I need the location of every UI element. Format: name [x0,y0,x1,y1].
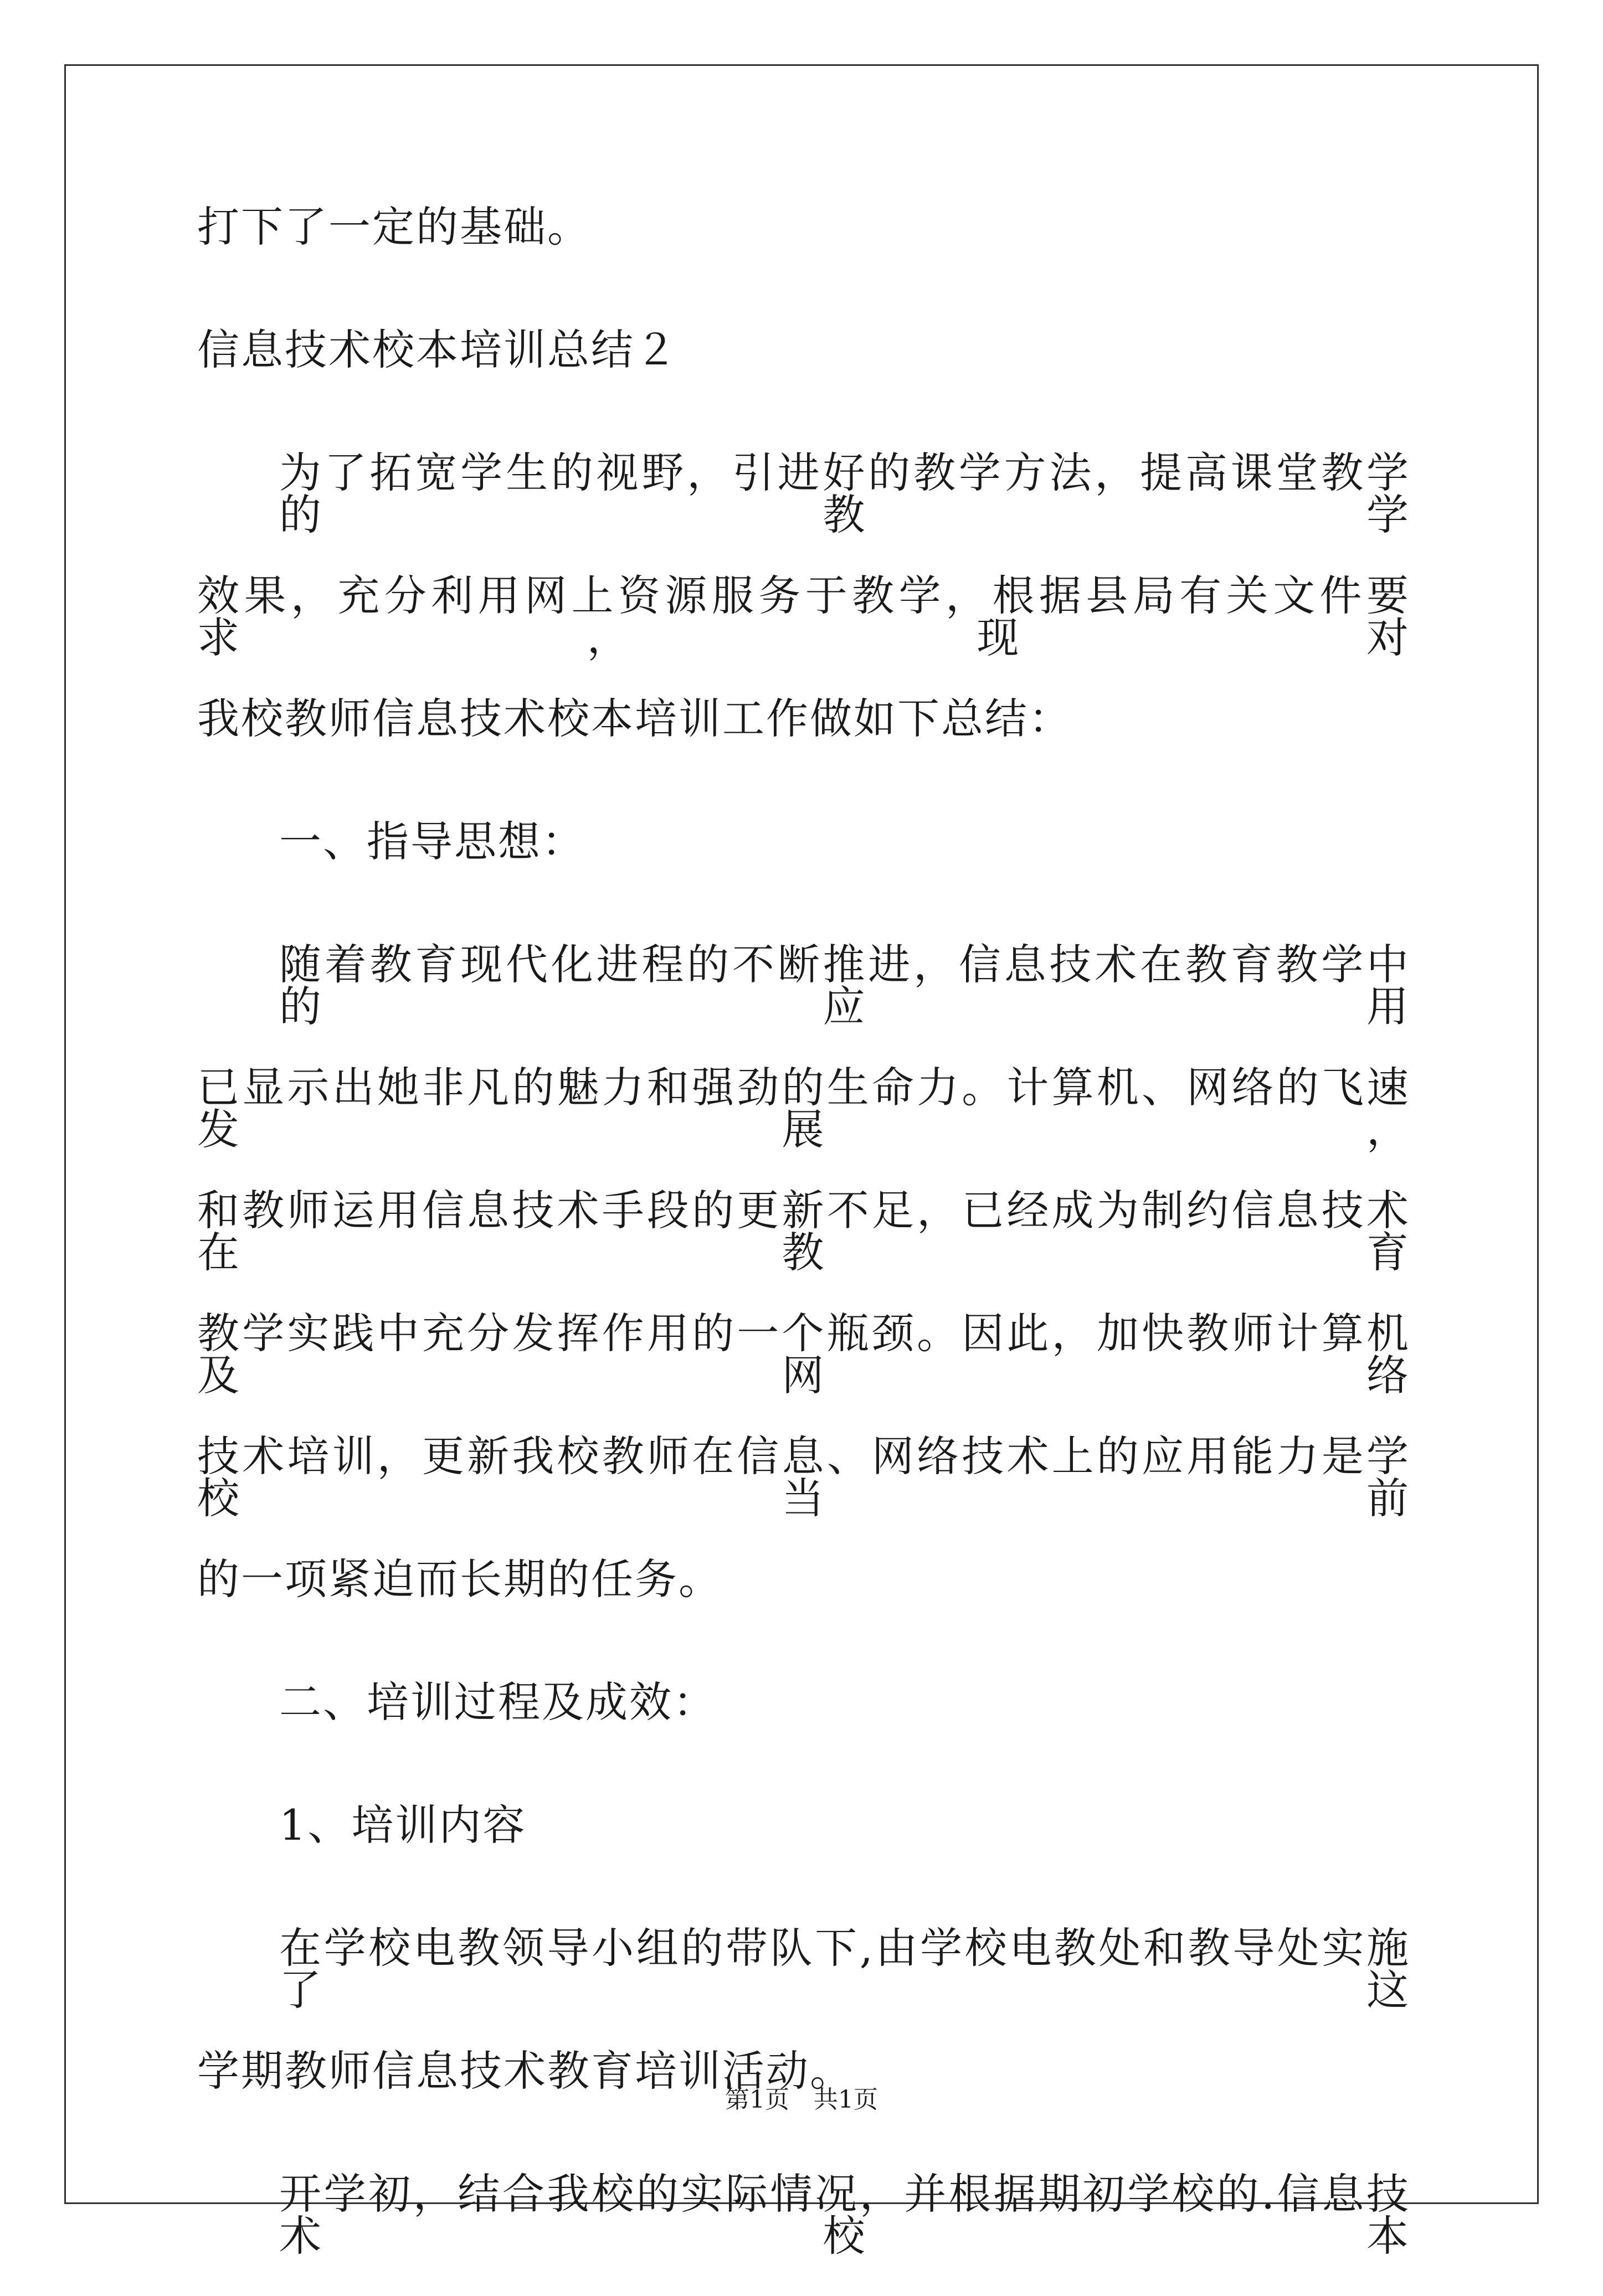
text-line-1: 打下了一定的基础。 [197,202,591,251]
page-footer: 第1页 共1页 [725,2086,878,2114]
heading-guiding-thought: 一、指导思想： [279,817,585,866]
text-line-4: 效果，充分利用网上资源服务于教学，根据县局有关文件要求，现对 [197,571,1410,662]
heading-training-process: 二、培训过程及成效： [279,1677,717,1727]
text-line-8: 已显示出她非凡的魅力和强劲的生命力。计算机、网络的飞速发展， [197,1063,1410,1154]
text-line-15: 在学校电教领导小组的带队下,由学校电教处和教导处实施了这 [279,1923,1410,2015]
text-line-7: 随着教育现代化进程的不断推进，信息技术在教育教学中的应用 [279,940,1410,1031]
text-line-9: 和教师运用信息技术手段的更新不足，已经成为制约信息技术在教育 [197,1186,1410,1277]
text-line-5: 我校教师信息技术校本培训工作做如下总结： [197,694,1072,743]
text-line-11: 技术培训，更新我校教师在信息、网络技术上的应用能力是学校当前 [197,1432,1410,1523]
heading-training-content: 1、培训内容 [279,1800,527,1850]
text-line-12: 的一项紧迫而长期的任务。 [197,1554,722,1604]
section-title: 信息技术校本培训总结２ [197,325,679,374]
text-line-3: 为了拓宽学生的视野，引进好的教学方法，提高课堂教学的教学 [279,448,1410,539]
text-line-10: 教学实践中充分发挥作用的一个瓶颈。因此，加快教师计算机及网络 [197,1309,1410,1400]
document-body [197,202,1410,2296]
text-line-17: 开学初，结合我校的实际情况，并根据期初学校的.信息技术校本 [279,2169,1410,2261]
text-line-16: 学期教师信息技术教育培训活动。 [197,2046,854,2096]
